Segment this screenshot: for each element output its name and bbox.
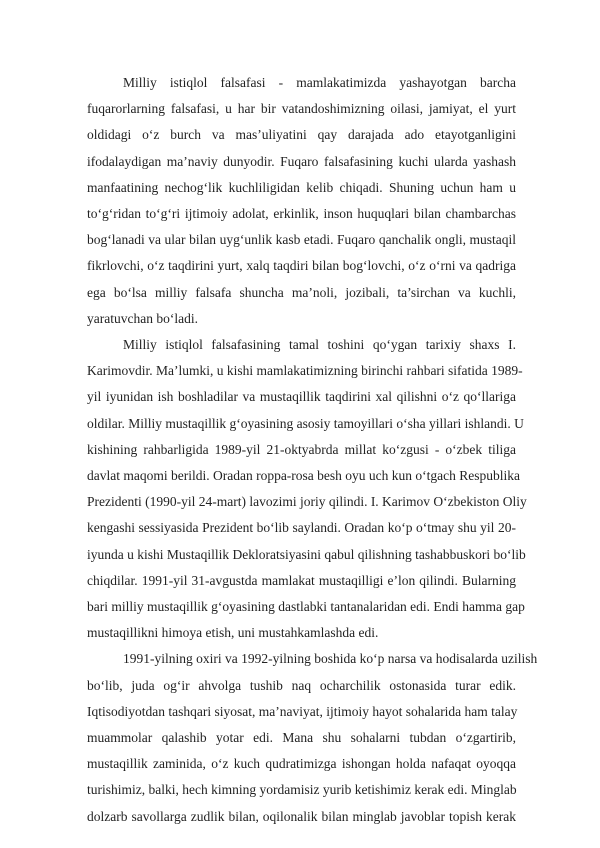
- text-line: fikrlovchi, o‘z taqdirini yurt, xalq taqdiri bilan bog‘lovchi, o‘z o‘rni va qadriga: [87, 258, 516, 274]
- text-line: yil iyunidan ish boshladilar va mustaqillik taqdirini xal qilishni o‘z qo‘llariga: [87, 389, 516, 405]
- paragraph: [87, 332, 527, 646]
- text-line: oldilar. Milliy mustaqillik g‘oyasining asosiy tamoyillari o‘sha yillari ishlandi. U: [87, 415, 524, 431]
- text-line: mustaqillik zaminida, o‘z kuch qudratimizga ishongan holda nafaqat oyoqqa: [87, 756, 516, 772]
- text-line: chiqdilar. 1991-yil 31-avgustda mamlakat mustaqilligi e’lon qilindi. Bularning: [87, 572, 516, 588]
- text-line: to‘g‘ridan to‘g‘ri ijtimoiy adolat, erkinlik, inson huquqlari bilan chambarchas: [87, 206, 516, 222]
- text-line: iyunda u kishi Mustaqillik Dekloratsiyasini qabul qilishning tashabbuskori bo‘lib: [87, 546, 526, 562]
- text-line: 1991-yilning oxiri va 1992-yilning boshida ko‘p narsa va hodisalarda uzilish: [123, 651, 538, 667]
- text-line: Iqtisodiyotdan tashqari siyosat, ma’naviyat, ijtimoiy hayot sohalarida ham talay: [87, 703, 518, 719]
- text-line: mustaqillikni himoya etish, uni mustahkamlashda edi.: [87, 625, 379, 641]
- text-line: oldidagi o‘z burch va mas’uliyatini qay darajada ado etayotganligini: [87, 127, 516, 143]
- paragraph: [87, 70, 516, 332]
- text-line: davlat maqomi berildi. Oradan roppa-rosa besh oyu uch kun o‘tgach Respublika: [87, 468, 521, 484]
- text-line: kengashi sessiyasida Prezident bo‘lib saylandi. Oradan ko‘p o‘tmay shu yil 20-: [87, 520, 516, 536]
- text-line: muammolar qalashib yotar edi. Mana shu sohalarni tubdan o‘zgartirib,: [87, 730, 516, 746]
- text-line: manfaatining nechog‘lik kuchliligidan kelib chiqadi. Shuning uchun ham u: [87, 179, 516, 195]
- text-line: yaratuvchan bo‘ladi.: [87, 310, 198, 326]
- text-line: fuqarorlarning falsafasi, u har bir vatandoshimizning oilasi, jamiyat, el yurt: [87, 101, 516, 117]
- paragraph: [87, 646, 538, 829]
- text-line: Prezidenti (1990-yil 24-mart) lavozimi joriy qilindi. I. Karimov O‘zbekiston Oliy: [87, 494, 527, 510]
- text-line: bo‘lib, juda og‘ir ahvolga tushib naq ocharchilik ostonasida turar edik.: [87, 677, 516, 693]
- text-line: bog‘lanadi va ular bilan uyg‘unlik kasb etadi. Fuqaro qanchalik ongli, mustaqil: [87, 232, 516, 248]
- text-line: Milliy istiqlol falsafasi - mamlakatimizda yashayotgan barcha: [123, 75, 516, 90]
- text-line: ega bo‘lsa milliy falsafa shuncha ma’noli, jozibali, ta’sirchan va kuchli,: [87, 284, 516, 300]
- text-line: turishimiz, balki, hech kimning yordamisiz yurib ketishimiz kerak edi. Minglab: [87, 782, 517, 798]
- text-line: kishining rahbarligida 1989-yil 21-oktyabrda millat ko‘zgusi - o‘zbek tiliga: [87, 441, 516, 457]
- text-line: ifodalaydigan ma’naviy dunyodir. Fuqaro falsafasining kuchi ularda yashash: [87, 153, 516, 169]
- text-line: Karimovdir. Ma’lumki, u kishi mamlakatimizning birinchi rahbari sifatida 1989-: [87, 363, 523, 379]
- text-line: dolzarb savollarga zudlik bilan, oqilonalik bilan minglab javoblar topish kerak: [87, 808, 516, 824]
- text-line: Milliy istiqlol falsafasining tamal toshini qo‘ygan tarixiy shaxs I.: [123, 337, 516, 353]
- text-line: bari milliy mustaqillik g‘oyasining dastlabki tantanalaridan edi. Endi hamma gap: [87, 599, 525, 615]
